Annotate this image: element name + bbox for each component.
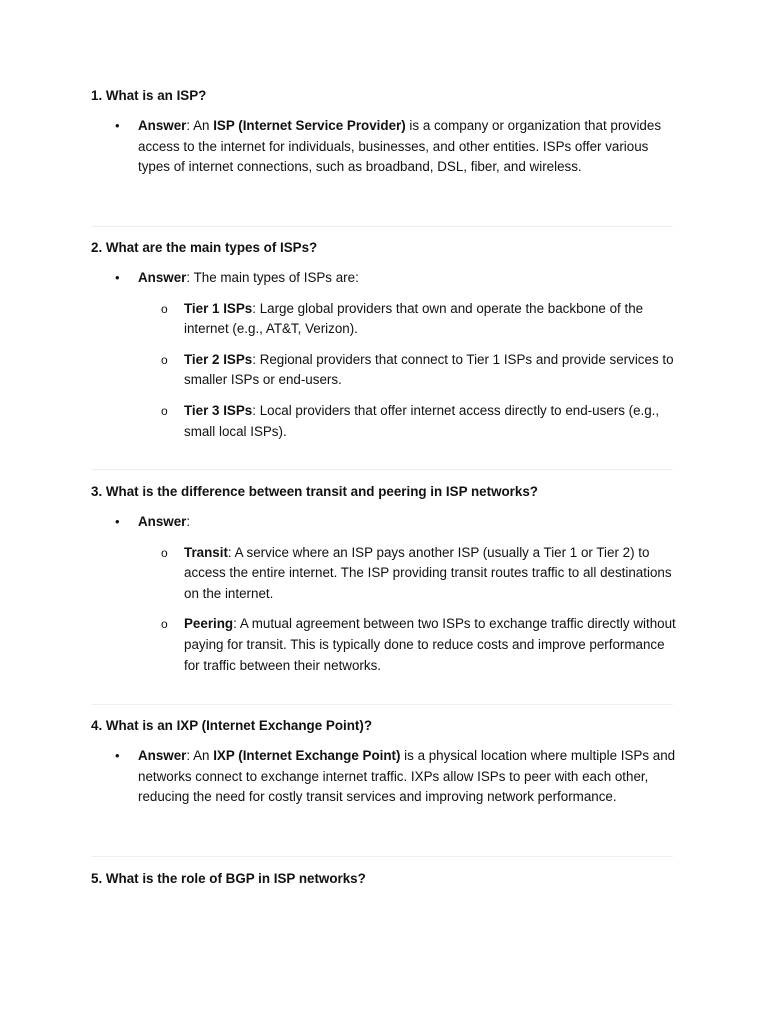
item-text: : A mutual agreement between two ISPs to exchange traffic directly without paying for transit. This is typically done to reduce costs and improve performance for traffic between their networks. [184, 616, 676, 673]
circle-bullet-icon: o [161, 301, 168, 316]
sub-list [91, 543, 681, 677]
answer-item [91, 116, 681, 178]
answer-label: Answer [138, 748, 187, 763]
qa-section-2 [91, 238, 681, 442]
answer-item [91, 746, 681, 808]
section-divider [91, 704, 673, 705]
item-term: Peering [184, 616, 234, 632]
item-term: Tier 1 ISPs [184, 300, 253, 316]
answer-label: Answer [138, 118, 187, 133]
answer-term: ISP (Internet Service Provider) [213, 118, 406, 133]
sub-list-item [91, 543, 681, 605]
sub-list-item [91, 614, 681, 676]
answer-label: Answer [138, 270, 187, 285]
bullet-icon: • [115, 118, 120, 133]
sub-list [91, 299, 681, 443]
circle-bullet-icon: o [161, 617, 168, 632]
section-divider [91, 469, 673, 470]
item-text: : Local providers that offer internet access directly to end-users (e.g., small local ISPs). [184, 402, 660, 439]
qa-section-4 [91, 716, 681, 808]
answer-text: is a physical location where multiple ISPs and networks connect to exchange internet traffic. IXPs allow ISPs to peer with each other, reducing the need for costly transit services and improving network performance. [138, 748, 676, 805]
item-text: : Regional providers that connect to Tier 1 ISPs and provide services to smaller ISPs or end-users. [184, 351, 674, 388]
circle-bullet-icon: o [161, 352, 168, 367]
item-term: Tier 3 ISPs [184, 402, 253, 418]
circle-bullet-icon: o [161, 403, 168, 418]
qa-section-5 [91, 869, 681, 889]
answer-text: : [186, 514, 191, 529]
section-divider [91, 226, 673, 227]
qa-section-1 [91, 86, 681, 178]
sub-list-item [91, 401, 681, 442]
answer-text: is a company or organization that provides access to the internet for individuals, businesses, and other entities. ISPs offer various types of internet connections, such as broadband, DSL, fiber, and wireless. [138, 118, 662, 175]
question-heading: 3. What is the difference between transit and peering in ISP networks? [91, 484, 538, 499]
item-text: : A service where an ISP pays another ISP (usually a Tier 1 or Tier 2) to access the entire internet. The ISP providing transit routes traffic to all destinations on the internet. [184, 544, 672, 601]
answer-item [91, 512, 681, 533]
circle-bullet-icon: o [161, 545, 168, 560]
answer-term: IXP (Internet Exchange Point) [213, 748, 401, 763]
answer-item [91, 268, 681, 289]
item-term: Tier 2 ISPs [184, 351, 253, 367]
question-heading: 4. What is an IXP (Internet Exchange Point)? [91, 718, 373, 733]
answer-text: : An [186, 748, 214, 763]
bullet-icon: • [115, 748, 120, 763]
qa-section-3 [91, 482, 681, 676]
question-heading: 2. What are the main types of ISPs? [91, 240, 318, 255]
question-heading: 1. What is an ISP? [91, 88, 207, 103]
item-text: : Large global providers that own and operate the backbone of the internet (e.g., AT&T, Verizon). [184, 300, 644, 337]
answer-text: : The main types of ISPs are: [186, 270, 359, 285]
question-heading: 5. What is the role of BGP in ISP networks? [91, 871, 366, 886]
sub-list-item [91, 299, 681, 340]
answer-text: : An [186, 118, 214, 133]
bullet-icon: • [115, 514, 120, 529]
answer-label: Answer [138, 514, 187, 529]
sub-list-item [91, 350, 681, 391]
section-divider [91, 856, 673, 857]
bullet-icon: • [115, 270, 120, 285]
item-term: Transit [184, 544, 228, 560]
